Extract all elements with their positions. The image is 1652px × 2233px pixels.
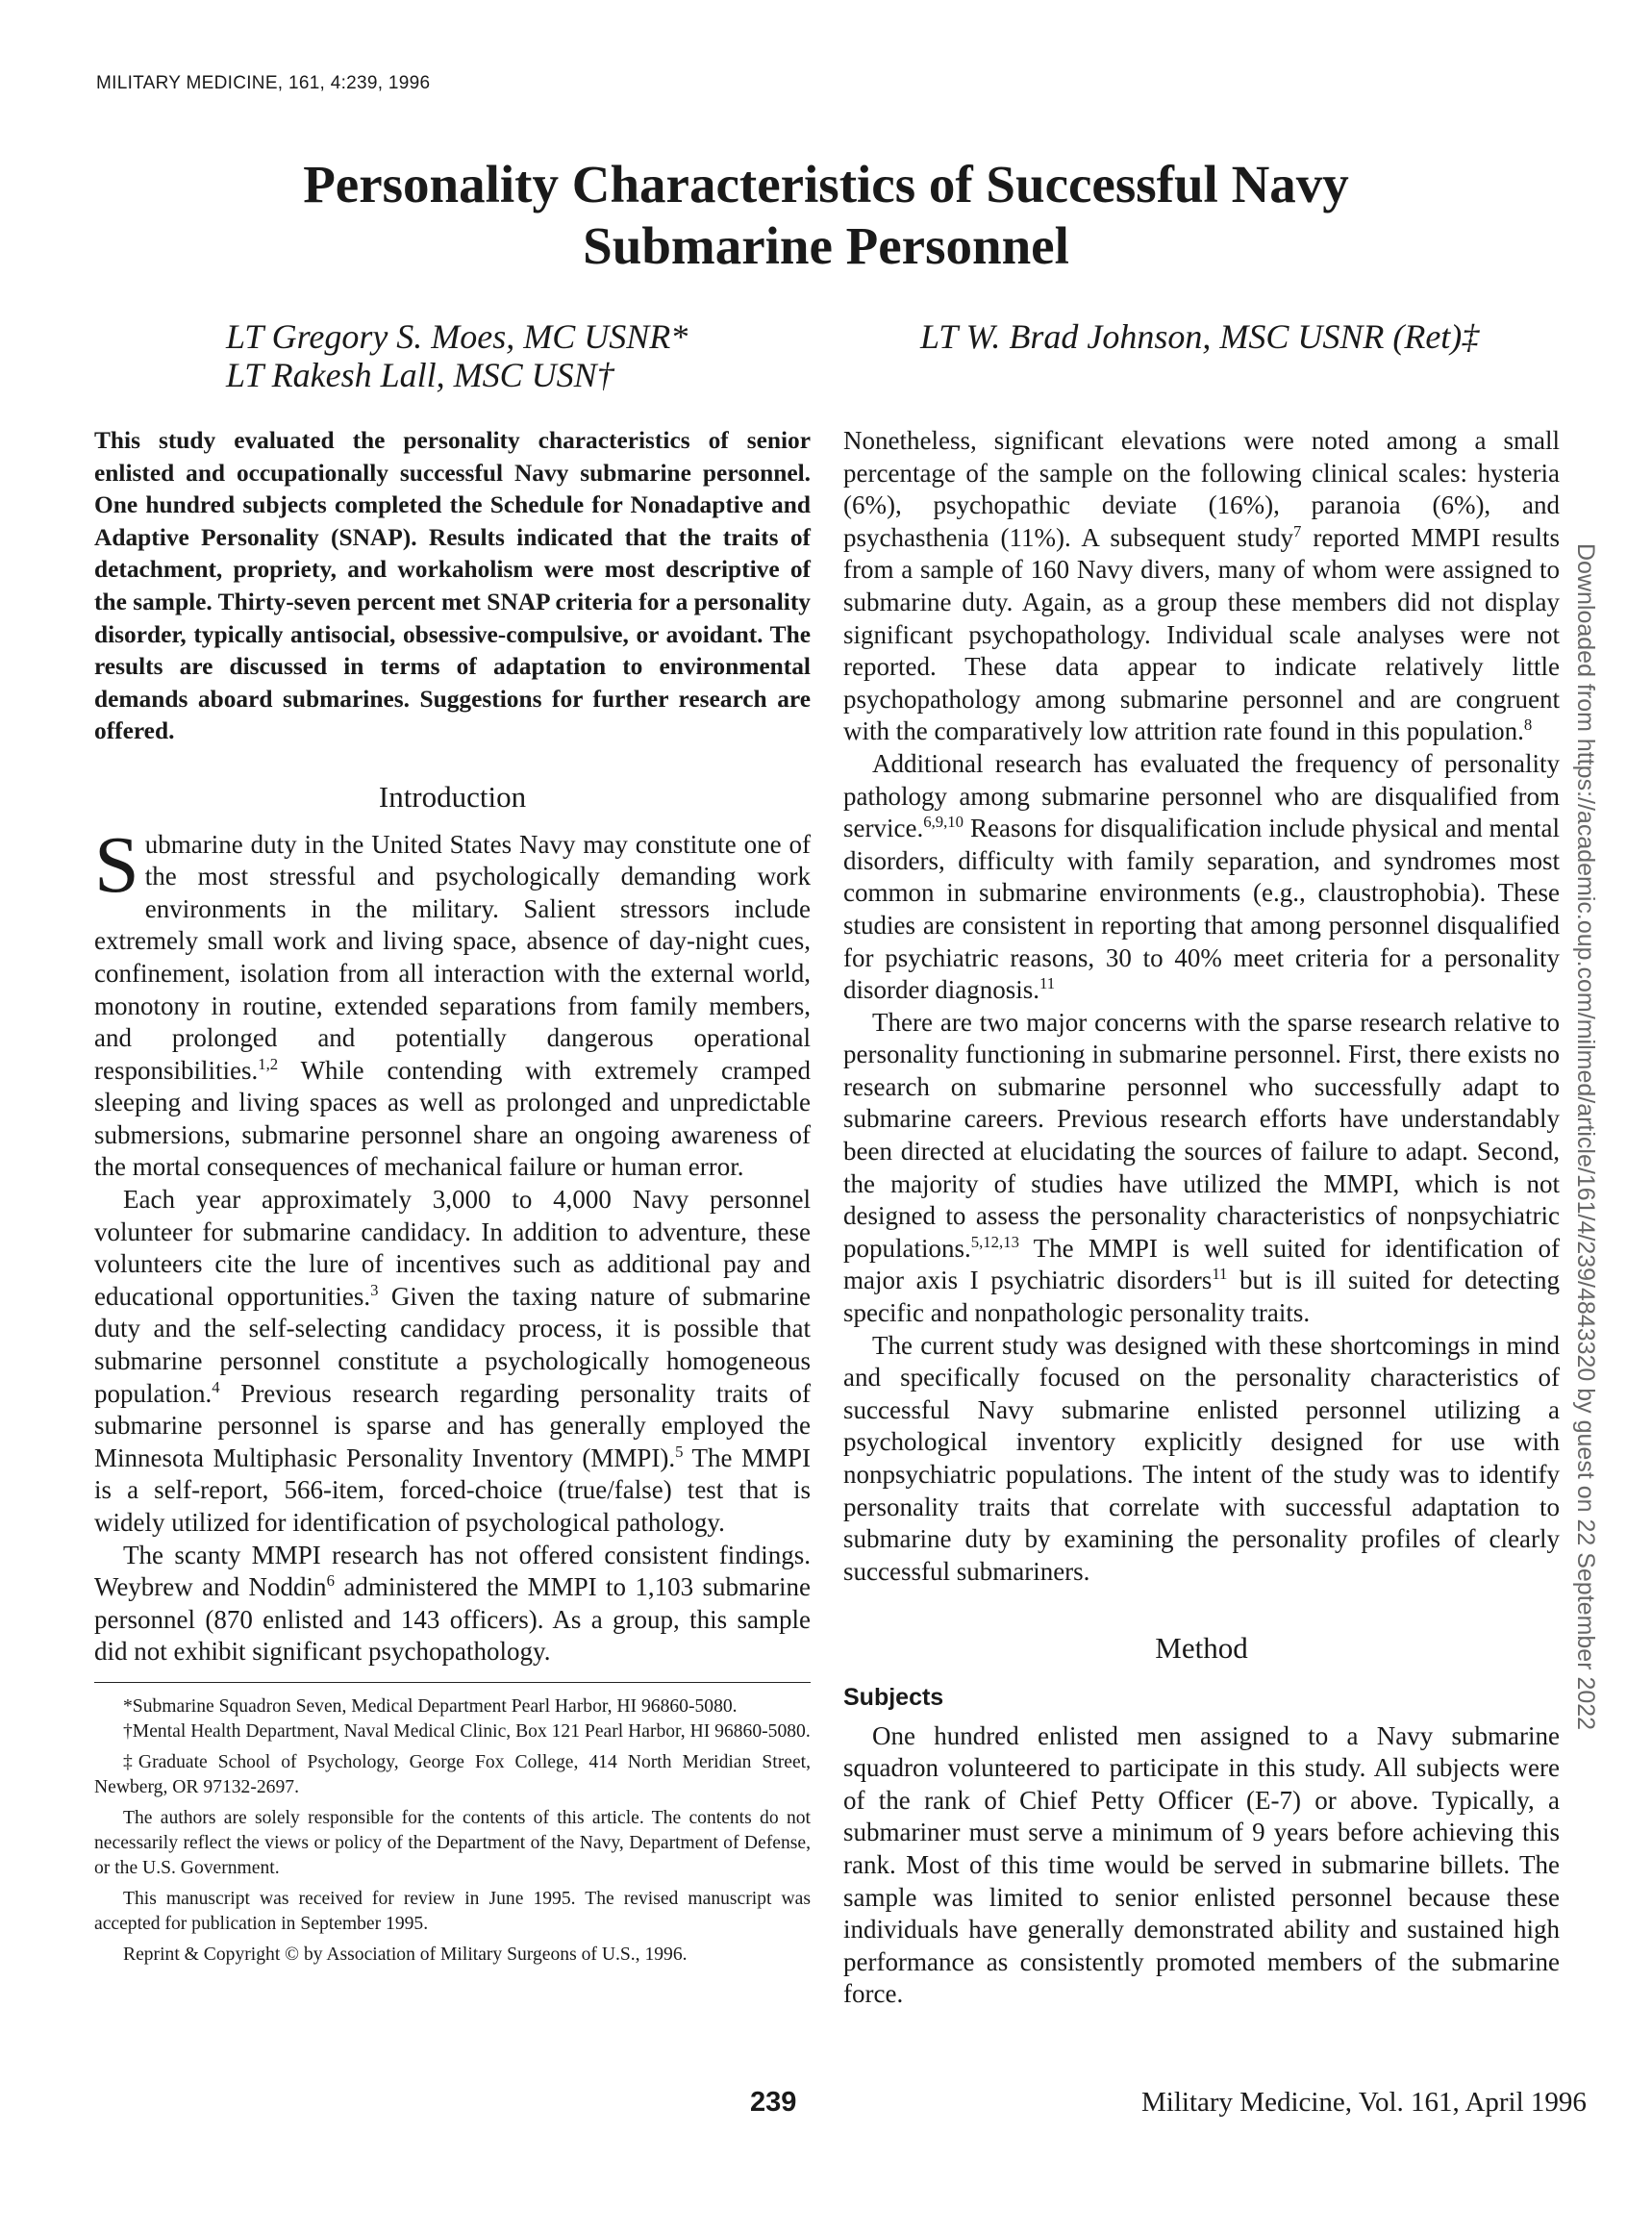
- text-run: The scanty MMPI research has not offered consistent findings. Weybrew and Noddin: [94, 1540, 811, 1602]
- citation-superscript[interactable]: 11: [1212, 1265, 1228, 1284]
- author-johnson: LT W. Brad Johnson, MSC USNR (Ret)‡: [920, 317, 1480, 356]
- citation-superscript[interactable]: 3: [370, 1280, 379, 1299]
- footer-journal: Military Medicine, Vol. 161, April 1996: [1141, 2087, 1587, 2118]
- citation-superscript[interactable]: 6: [326, 1571, 335, 1591]
- citation-superscript[interactable]: 6,9,10: [923, 813, 964, 832]
- page-number: 239: [750, 2087, 797, 2118]
- text-run: One hundred enlisted men assigned to a Navy submarine squadron volunteered to participate in this study. All subjects were of the rank of Chief Petty Officer (E-7) or above. Typically, a submariner must serve a minimum of 9 years before achieving this rank. Most of this time would be served in submarine billets. The sample was limited to senior enlisted personnel because these individuals have generally demonstrated ability and sustained high performance as consistently promoted members of the submarine force.: [843, 1720, 1560, 2009]
- text-run: administered the MMPI to 1,103 submarine personnel (870 enlisted and 143 officers). As a group, this sample did not exhibit significant psychopathology.: [94, 1572, 812, 1667]
- method-heading: Method: [1155, 1631, 1248, 1666]
- right-paragraph-1: [843, 425, 1560, 748]
- author-lall: LT Rakesh Lall, MSC USN†: [226, 356, 614, 394]
- right-paragraph-3: [843, 1007, 1560, 1330]
- intro-paragraph-2: [94, 1184, 811, 1540]
- authors-left: [226, 317, 688, 394]
- footnote-affiliation-1: *Submarine Squadron Seven, Medical Department Pearl Harbor, HI 96860-5080.: [123, 1695, 738, 1717]
- right-paragraph-4: [843, 1330, 1560, 1589]
- text-run: The current study was designed with these shortcomings in mind and specifically focused on the personality characteristics of successful Navy submarine enlisted personnel utilizing a psychological inventory explicitly designed for use with nonpsychiatric populations. The intent of the study was to identify personality traits that correlate with successful adaptation to submarine duty by examining the personality profiles of clearly successful submariners.: [843, 1330, 1560, 1586]
- footnote-affiliation-3: ‡Graduate School of Psychology, George Fox College, 414 North Meridian Street, Newberg, OR 97132-2697.: [94, 1751, 811, 1797]
- citation-superscript[interactable]: 7: [1292, 521, 1302, 540]
- text-run: The MMPI is a self-report, 566-item, forced-choice (true/false) test that is widely utilized for identification of psychological pathology.: [94, 1443, 812, 1537]
- citation-superscript[interactable]: 1,2: [258, 1054, 279, 1073]
- text-run: but is ill suited for detecting specific and nonpathologic personality traits.: [843, 1266, 1560, 1328]
- abstract: This study evaluated the personality characteristics of senior enlisted and occupationally successful Navy submarine personnel. One hundred subjects completed the Schedule for Nonadaptive and Adaptive Personality (SNAP). Results indicated that the traits of detachment, propriety, and workaholism were most descriptive of the sample. Thirty-seven percent met SNAP criteria for a personality disorder, typically antisocial, obsessive-compulsive, or avoidant. The results are discussed in terms of adaptation to environmental demands aboard submarines. Suggestions for further research are offered.: [94, 427, 811, 745]
- citation-superscript[interactable]: 8: [1523, 715, 1533, 735]
- right-column: [843, 425, 1560, 2011]
- title-line-2: Submarine Personnel: [583, 216, 1069, 275]
- footnotes: [94, 1694, 811, 1968]
- text-run: reported MMPI results from a sample of 160 Navy divers, many of whom were assigned to submarine duty. Again, as a group these members did not display significant psychopathology. Individual scale analyses were not reported. These data appear to indicate relatively little psychopathology among submarine personnel and are congruent with the comparatively low attrition rate found in this population.: [843, 522, 1561, 746]
- right-paragraph-5: [843, 1720, 1560, 2011]
- text-run: There are two major concerns with the sparse research relative to personality functioning in submarine personnel. First, there exists no research on submarine personnel who successfully adapt to submarine careers. Previous research efforts have understandably been directed at elucidating the sources of failure to adapt. Second, the majority of studies have utilized the MMPI, which is not designed to assess the personality characteristics of nonpsychiatric populations.: [843, 1007, 1560, 1263]
- journal-header: MILITARY MEDICINE, 161, 4:239, 1996: [96, 73, 431, 93]
- citation-superscript[interactable]: 5,12,13: [970, 1232, 1019, 1251]
- citation-superscript[interactable]: 5: [675, 1442, 684, 1461]
- text-run: Nonetheless, significant elevations were noted among a small percentage of the sample on the following clinical scales: hysteria (6%), psychopathic deviate (16%), paranoia (6%), and psychasthenia (11%). A subsequent study: [843, 426, 1560, 552]
- drop-cap: S: [94, 819, 139, 910]
- text-run: Previous research regarding personality traits of submarine personnel is sparse and has generally employed the Minnesota Multiphasic Personality Inventory (MMPI).: [94, 1378, 811, 1472]
- footnote-received: This manuscript was received for review in June 1995. The revised manuscript was accepted for publication in September 1995.: [94, 1888, 811, 1934]
- left-column: [94, 425, 811, 1968]
- text-run: Each year approximately 3,000 to 4,000 Navy personnel volunteer for submarine candidacy. In addition to adventure, these volunteers cite the lure of incentives such as additional pay and educational opportunities.: [94, 1185, 811, 1311]
- introduction-heading: Introduction: [378, 779, 527, 814]
- text-run: Given the taxing nature of submarine duty and the self-selecting candidacy process, it is possible that submarine personnel constitute a psychologically homogeneous population.: [94, 1281, 811, 1408]
- text-run: The MMPI is well suited for identification of major axis I psychiatric disorders: [843, 1233, 1560, 1295]
- text-run: While contending with extremely cramped sleeping and living spaces as well as prolonged and unpredictable submersions, submarine personnel share an ongoing awareness of the mortal consequences of mechanical failure or human error.: [94, 1055, 811, 1182]
- text-run: Additional research has evaluated the frequency of personality pathology among submarine personnel who are disqualified from service.: [843, 748, 1560, 843]
- footnote-copyright: Reprint & Copyright © by Association of Military Surgeons of U.S., 1996.: [123, 1944, 688, 1965]
- right-paragraph-2: [843, 748, 1560, 1007]
- text-run: ubmarine duty in the United States Navy may constitute one of the most stressful and psychologically demanding work environments in the military. Salient stressors include extremely small work and living space, absence of day-night cues, confinement, isolation from all interaction with the external world, monotony in routine, extended separations from family members, and prolonged and potentially dangerous operational responsibilities.: [94, 829, 811, 1085]
- title-line-1: Personality Characteristics of Successful Navy: [303, 155, 1349, 213]
- intro-paragraph-1: [94, 819, 811, 1185]
- footnote-disclaimer: The authors are solely responsible for the contents of this article. The contents do not necessarily reflect the views or policy of the Department of the Navy, Department of Defense, or the U.S. Government.: [94, 1807, 811, 1878]
- citation-superscript[interactable]: 11: [1039, 974, 1056, 993]
- intro-paragraph-3: [94, 1540, 811, 1668]
- citation-superscript[interactable]: 4: [212, 1377, 220, 1396]
- article-title: [0, 154, 1652, 277]
- footnote-affiliation-2: †Mental Health Department, Naval Medical Clinic, Box 121 Pearl Harbor, HI 96860-5080.: [123, 1720, 811, 1742]
- author-moes: LT Gregory S. Moes, MC USNR*: [226, 317, 688, 356]
- text-run: Reasons for disqualification include physical and mental disorders, difficulty with family separation, and syndromes most common in submarine environments (e.g., claustrophobia). These studies are consistent in reporting that among personnel disqualified for psychiatric reasons, 30 to 40% meet criteria for a personality disorder diagnosis.: [843, 814, 1560, 1005]
- subjects-heading: Subjects: [843, 1683, 944, 1711]
- download-watermark[interactable]: Downloaded from https://academic.oup.com/milmed/article/161/4/239/4843320 by guest on 22 September 2022: [1572, 543, 1599, 1731]
